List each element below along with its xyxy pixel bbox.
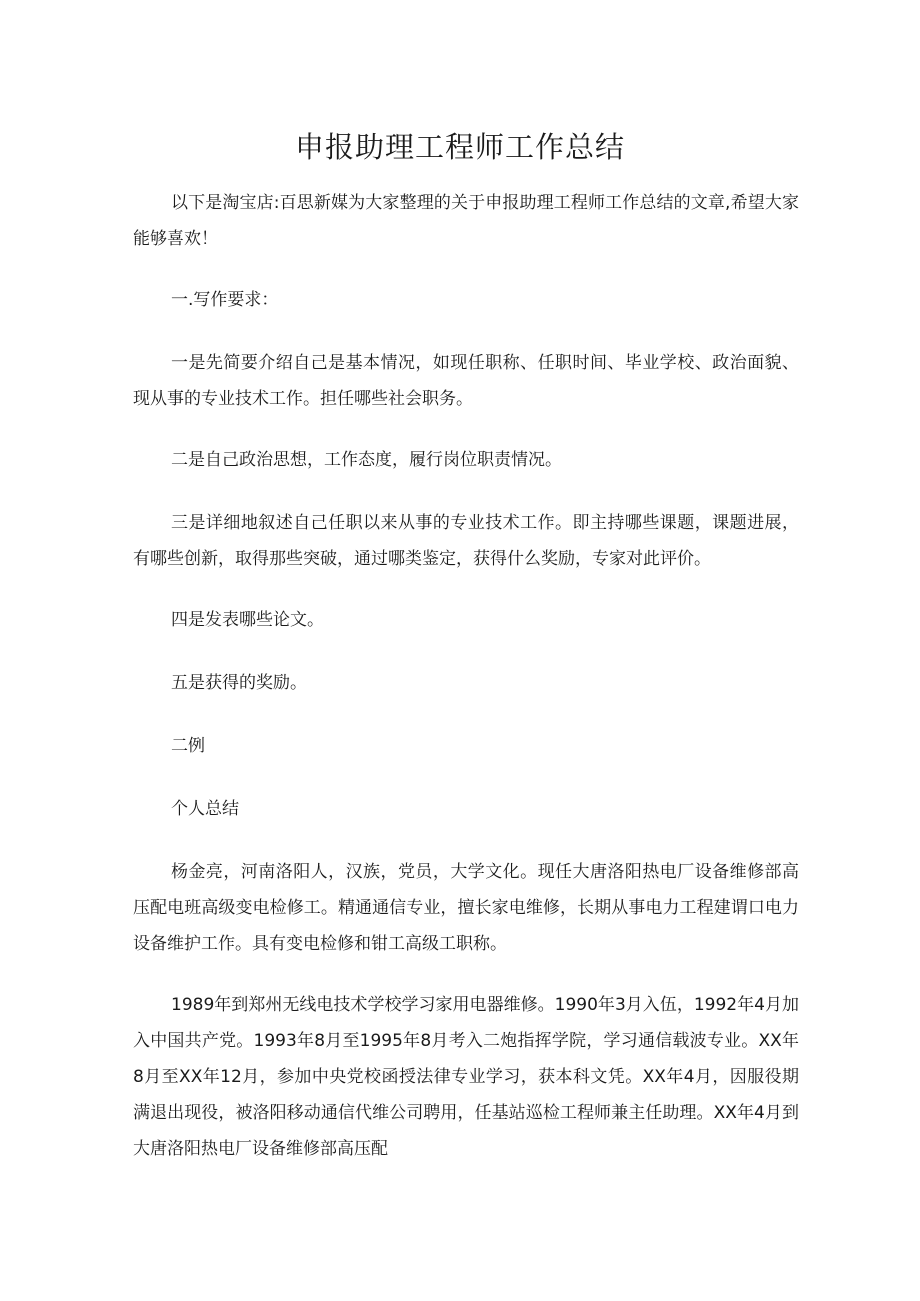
intro-paragraph: 以下是淘宝店:百思新媒为大家整理的关于申报助理工程师工作总结的文章,希望大家能够喜欢！ bbox=[133, 193, 799, 249]
requirement-paragraph-2: 二是自己政治思想，工作态度，履行岗位职责情况。 bbox=[171, 450, 562, 470]
document-body bbox=[133, 185, 799, 1192]
requirement-paragraph-3: 三是详细地叙述自己任职以来从事的专业技术工作。即主持哪些课题，课题进展，有哪些创新，取得那些突破，通过哪类鉴定，获得什么奖励，专家对此评价。 bbox=[133, 513, 799, 569]
requirement-paragraph-4: 四是发表哪些论文。 bbox=[171, 610, 324, 630]
requirement-paragraph-1: 一是先简要介绍自己是基本情况，如现任职称、任职时间、毕业学校、政治面貌、现从事的专业技术工作。担任哪些社会职务。 bbox=[133, 353, 799, 409]
summary-paragraph-1: 杨金亮，河南洛阳人，汉族，党员，大学文化。现任大唐洛阳热电厂设备维修部高压配电班高级变电检修工。精通通信专业，擅长家电维修，长期从事电力工程建谓口电力设备维护工作。具有变电检修和钳工高级工职称。 bbox=[133, 862, 799, 954]
summary-paragraph-2: 1989年到郑州无线电技术学校学习家用电器维修。1990年3月入伍，1992年4月加入中国共产党。1993年8月至1995年8月考入二炮指挥学院，学习通信载波专业。XX年8月至XX年12月，参加中央党校函授法律专业学习，获本科文凭。XX年4月，因服役期满退出现役，被洛阳移动通信代维公司聘用，任基站巡检工程师兼主任助理。XX年4月到大唐洛阳热电厂设备维修部高压配 bbox=[133, 995, 799, 1159]
section-heading-writing-requirements: 一.写作要求： bbox=[171, 290, 279, 310]
requirement-paragraph-5: 五是获得的奖励。 bbox=[171, 673, 307, 693]
subheading-personal-summary: 个人总结 bbox=[171, 799, 239, 819]
section-heading-example: 二例 bbox=[171, 736, 205, 756]
document-title: 申报助理工程师工作总结 bbox=[294, 130, 625, 164]
